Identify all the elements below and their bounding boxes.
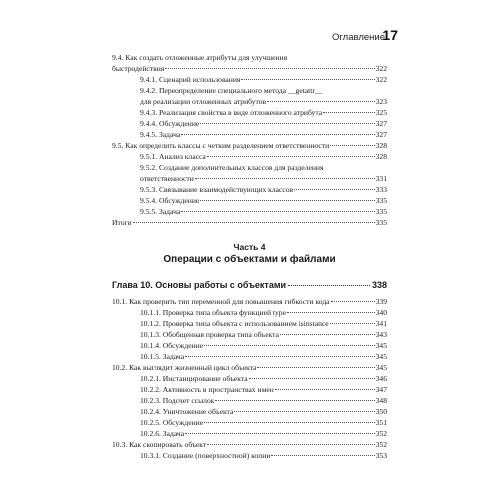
toc-entry-title: 9.4.5. Задача <box>140 130 181 139</box>
leader-dots <box>280 334 375 335</box>
toc-entry-title: 10.3. Как скопировать объект <box>112 440 207 449</box>
toc-entry-line <box>112 63 387 74</box>
toc-entry-line <box>112 296 387 307</box>
toc-entry-title: 9.4.1. Сценарий использования <box>140 75 241 84</box>
toc-entry-page: 348 <box>375 396 387 405</box>
toc-entry-page: 327 <box>375 119 387 128</box>
leader-dots <box>234 411 374 412</box>
toc-entry-page: 335 <box>375 218 387 227</box>
leader-dots <box>330 145 374 146</box>
toc-entry-title: Итоги <box>112 218 132 227</box>
toc-entry-page: 322 <box>375 64 387 73</box>
toc-entry[interactable] <box>112 439 387 450</box>
toc-entry-line <box>140 395 387 406</box>
toc-entry-line <box>112 140 387 151</box>
toc-entry-title: 10.2.5. Обсуждение <box>140 418 204 427</box>
toc-entry-line <box>140 96 387 107</box>
toc-entry-page: 343 <box>375 330 387 339</box>
toc-entry-line <box>112 439 387 450</box>
leader-dots <box>195 178 375 179</box>
table-of-contents <box>112 52 387 461</box>
leader-dots <box>204 345 375 346</box>
toc-entry-line <box>140 74 387 85</box>
toc-entry-title: 9.5.5. Задача <box>140 207 181 216</box>
toc-entry-page: 339 <box>375 297 387 306</box>
leader-dots <box>207 444 374 445</box>
toc-entry-line <box>140 195 387 206</box>
toc-entry-title: 10.2.6. Задача <box>140 429 185 438</box>
toc-entry[interactable] <box>112 373 387 384</box>
toc-entry[interactable] <box>112 340 387 351</box>
toc-entry-line <box>140 307 387 318</box>
toc-entry-title: 10.2.3. Подсчет ссылок <box>140 396 215 405</box>
toc-entry-page: 331 <box>375 174 387 183</box>
toc-entry-line <box>140 329 387 340</box>
toc-entry-line <box>140 151 387 162</box>
toc-entry-line <box>140 206 387 217</box>
leader-dots <box>204 422 375 423</box>
toc-entry-line <box>140 417 387 428</box>
toc-entry-line <box>112 217 387 228</box>
toc-entry-line <box>140 85 387 96</box>
toc-entry-title: 10.2. Как выглядит жизненный цикл объекта <box>112 363 257 372</box>
toc-entry[interactable] <box>112 296 387 307</box>
toc-entry-title: 10.1.3. Обобщенная проверка типа объекта <box>140 330 279 339</box>
toc-entry[interactable] <box>112 351 387 362</box>
toc-entry-page: 347 <box>375 385 387 394</box>
running-head: Оглавление <box>332 32 385 43</box>
toc-entry-title: 10.1.1. Проверка типа объекта функцией type <box>140 308 286 317</box>
toc-entry-title: 9.5.1. Анализ класса <box>140 152 206 161</box>
toc-entry-title: 10.3.1. Создание (поверхностной) копии <box>140 451 271 460</box>
toc-entry[interactable] <box>112 162 387 184</box>
toc-entry-title: 10.2.1. Инстанцирование объекта <box>140 374 248 383</box>
toc-section-top <box>112 52 387 228</box>
toc-entry[interactable] <box>112 52 387 74</box>
toc-entry-line <box>140 173 387 184</box>
toc-entry[interactable] <box>112 206 387 217</box>
leader-dots <box>133 222 375 223</box>
toc-entry-title: 10.2.4. Уничтожение объекта <box>140 407 234 416</box>
toc-entry-line <box>140 118 387 129</box>
toc-entry-page: 341 <box>375 319 387 328</box>
toc-entry-line <box>140 162 387 173</box>
toc-entry-page: 325 <box>375 108 387 117</box>
toc-entry-title: 10.1.2. Проверка типа объекта с использованием isinstance <box>140 319 329 328</box>
toc-entry-page: 345 <box>375 352 387 361</box>
part-title: Операции с объектами и файлами <box>163 254 336 265</box>
leader-dots <box>185 356 375 357</box>
toc-entry[interactable] <box>112 450 387 461</box>
toc-entry-line <box>140 406 387 417</box>
toc-section-bottom <box>112 296 387 461</box>
toc-entry-title: 9.5.4. Обсуждение <box>140 196 200 205</box>
toc-entry-page: 352 <box>375 440 387 449</box>
toc-entry-line <box>140 450 387 461</box>
toc-entry-page: 352 <box>375 429 387 438</box>
toc-entry-line <box>140 318 387 329</box>
toc-entry-page: 340 <box>375 308 387 317</box>
leader-dots <box>200 123 374 124</box>
chapter-title: Глава 10. Основы работы с объектами <box>112 280 287 290</box>
toc-entry-line <box>140 340 387 351</box>
leader-dots <box>267 101 374 102</box>
toc-entry-line <box>140 384 387 395</box>
toc-entry[interactable] <box>112 329 387 340</box>
toc-entry-title: 10.1. Как проверить тип переменной для повышения гибкости кода <box>112 297 330 306</box>
leader-dots <box>331 301 375 302</box>
toc-entry[interactable] <box>112 384 387 395</box>
toc-entry[interactable] <box>112 217 387 228</box>
toc-entry-line <box>140 373 387 384</box>
leader-dots <box>288 285 370 286</box>
toc-entry-title: 9.4.3. Реализация свойства в виде отложенного атрибута <box>140 108 323 117</box>
toc-entry-page: 350 <box>375 407 387 416</box>
toc-entry-line <box>140 184 387 195</box>
toc-entry[interactable] <box>112 118 387 129</box>
toc-entry[interactable] <box>112 184 387 195</box>
toc-entry-title: 9.5.3. Связывание взаимодействующих классов <box>140 185 294 194</box>
leader-dots <box>271 455 374 456</box>
toc-entry[interactable] <box>112 140 387 151</box>
chapter-page: 338 <box>371 280 387 290</box>
page-number: 17 <box>382 27 398 43</box>
toc-entry-page: 345 <box>375 363 387 372</box>
leader-dots <box>249 378 375 379</box>
leader-dots <box>200 200 374 201</box>
toc-entry-title: 9.5.2. Создание дополнительных классов для разделения <box>140 163 324 172</box>
leader-dots <box>287 312 375 313</box>
leader-dots <box>181 211 374 212</box>
chapter-entry[interactable] <box>112 278 387 292</box>
toc-entry-page: 351 <box>375 418 387 427</box>
toc-entry-title: ответственности <box>140 174 194 183</box>
toc-entry[interactable] <box>112 307 387 318</box>
toc-entry-title: быстродействия <box>112 64 165 73</box>
leader-dots <box>185 433 375 434</box>
toc-entry[interactable] <box>112 151 387 162</box>
toc-entry-page: 345 <box>375 341 387 350</box>
toc-entry-title: 10.1.4. Обсуждение <box>140 341 204 350</box>
toc-entry[interactable] <box>112 417 387 428</box>
toc-entry-line <box>140 129 387 140</box>
leader-dots <box>165 68 374 69</box>
toc-entry[interactable] <box>112 362 387 373</box>
toc-entry-page: 327 <box>375 130 387 139</box>
part-heading <box>112 242 387 266</box>
toc-entry-page: 333 <box>375 185 387 194</box>
toc-entry[interactable] <box>112 395 387 406</box>
toc-entry-line <box>112 52 387 63</box>
toc-entry[interactable] <box>112 129 387 140</box>
toc-entry-line <box>140 428 387 439</box>
toc-entry[interactable] <box>112 428 387 439</box>
leader-dots <box>330 323 375 324</box>
toc-entry-line <box>140 107 387 118</box>
toc-entry[interactable] <box>112 85 387 107</box>
leader-dots <box>207 156 375 157</box>
leader-dots <box>215 400 374 401</box>
toc-entry-title: 10.2.2. Активность в пространствах имен <box>140 385 274 394</box>
leader-dots <box>275 389 375 390</box>
toc-entry-page: 328 <box>375 141 387 150</box>
leader-dots <box>323 112 375 113</box>
toc-entry-title: для реализации отложенных атрибутов <box>140 97 267 106</box>
toc-entry-title: 9.4. Как создать отложенные атрибуты для улучшения <box>112 53 288 62</box>
toc-entry[interactable] <box>112 195 387 206</box>
toc-entry-page: 353 <box>375 451 387 460</box>
leader-dots <box>241 79 374 80</box>
leader-dots <box>257 367 374 368</box>
toc-entry[interactable] <box>112 318 387 329</box>
toc-entry-page: 328 <box>375 152 387 161</box>
part-label: Часть 4 <box>233 242 266 252</box>
toc-entry-title: 9.5. Как определить классы с четким разделением ответственности <box>112 141 330 150</box>
toc-entry-line <box>112 362 387 373</box>
toc-entry-page: 335 <box>375 207 387 216</box>
toc-entry-title: 9.4.2. Переопределение специального метода __getattr__ <box>140 86 323 95</box>
toc-entry-page: 322 <box>375 75 387 84</box>
toc-entry-line <box>140 351 387 362</box>
toc-entry-page: 346 <box>375 374 387 383</box>
toc-entry-page: 323 <box>375 97 387 106</box>
toc-entry[interactable] <box>112 107 387 118</box>
toc-entry-page: 335 <box>375 196 387 205</box>
toc-entry[interactable] <box>112 406 387 417</box>
toc-entry-title: 10.1.5. Задача <box>140 352 185 361</box>
leader-dots <box>294 189 374 190</box>
leader-dots <box>181 134 374 135</box>
toc-entry[interactable] <box>112 74 387 85</box>
toc-entry-title: 9.4.4. Обсуждение <box>140 119 200 128</box>
